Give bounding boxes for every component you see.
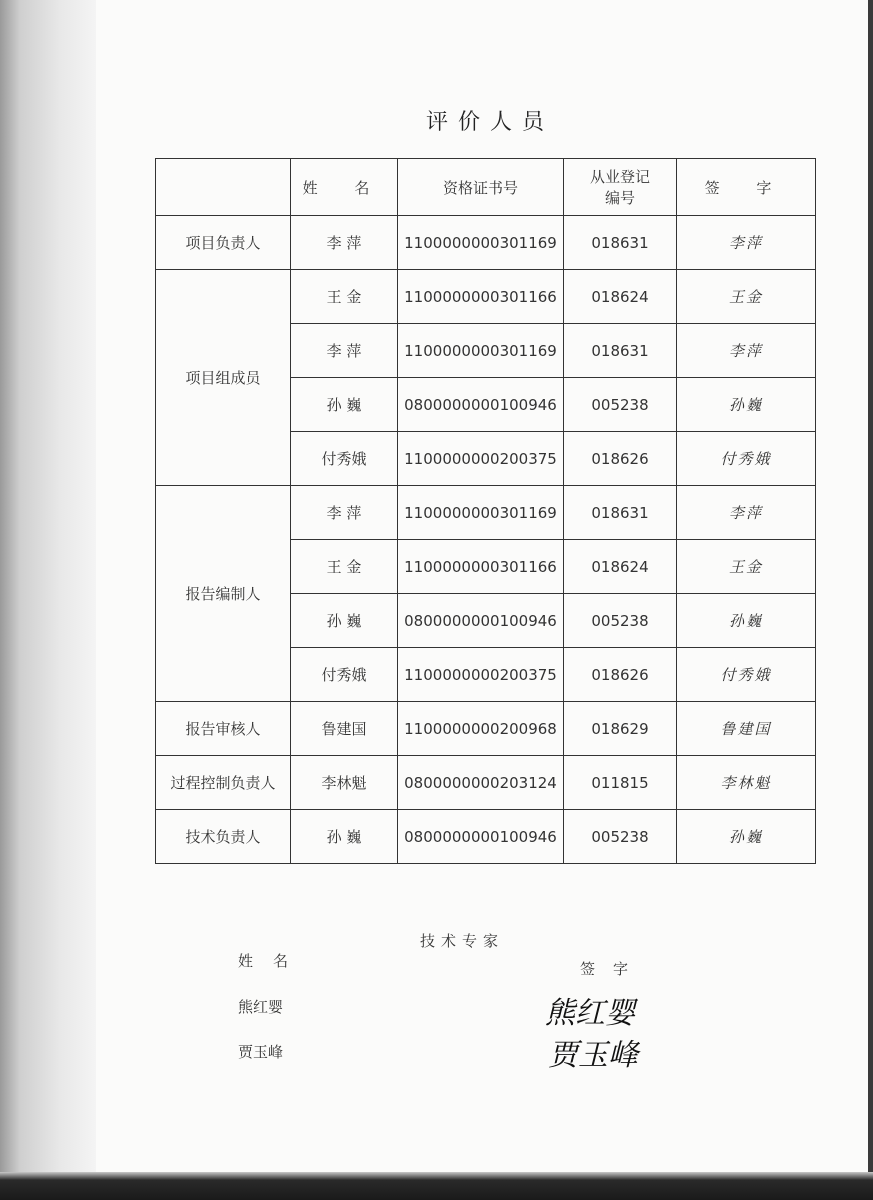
reg-cell: 005238 [564,378,677,432]
signature-cell: 鲁建国 [677,702,816,756]
table-row [156,486,816,540]
signature-cell: 王金 [677,270,816,324]
signature-cell: 付秀娥 [677,432,816,486]
name-cell: 王 金 [291,540,398,594]
name-cell: 王 金 [291,270,398,324]
role-cell: 报告编制人 [156,486,291,702]
role-cell: 过程控制负责人 [156,756,291,810]
table-row [156,216,816,270]
cert-cell: 1100000000200375 [398,432,564,486]
signature-cell: 孙巍 [677,378,816,432]
experts-title: 技术专家 [420,932,505,950]
role-cell: 报告审核人 [156,702,291,756]
reg-cell: 018631 [564,486,677,540]
table-row [156,702,816,756]
reg-cell: 018631 [564,324,677,378]
cert-cell: 1100000000301166 [398,540,564,594]
reg-cell: 018626 [564,432,677,486]
signature-cell: 李萍 [677,216,816,270]
name-cell: 孙 巍 [291,810,398,864]
name-cell: 李林魁 [291,756,398,810]
header-reg-line1: 从业登记 [589,168,650,186]
signature-cell: 李萍 [677,486,816,540]
experts-name-header: 姓名 [238,952,309,970]
cert-cell: 1100000000200375 [398,648,564,702]
cert-cell: 0800000000100946 [398,378,564,432]
expert-signature-1: 熊红婴 [545,996,635,1031]
name-cell: 付秀娥 [291,648,398,702]
role-cell: 技术负责人 [156,810,291,864]
reg-cell: 018631 [564,216,677,270]
signature-cell: 孙巍 [677,810,816,864]
signature-cell: 李林魁 [677,756,816,810]
cert-cell: 1100000000301169 [398,324,564,378]
signature-cell: 付秀娥 [677,648,816,702]
table-row [156,756,816,810]
experts-sign-header: 签字 [580,960,647,978]
name-cell: 李 萍 [291,216,398,270]
name-cell: 孙 巍 [291,378,398,432]
header-name: 姓 名 [291,159,398,216]
scan-edge-bottom [0,1172,873,1200]
cert-cell: 1100000000301169 [398,486,564,540]
name-cell: 孙 巍 [291,594,398,648]
header-reg [564,159,677,216]
name-cell: 李 萍 [291,486,398,540]
expert-signature-2: 贾玉峰 [548,1038,638,1073]
book-binding-shadow [0,0,96,1200]
expert-name-2: 贾玉峰 [238,1043,284,1061]
reg-cell: 018629 [564,702,677,756]
header-sign: 签 字 [677,159,816,216]
evaluators-table [155,158,816,864]
reg-cell: 005238 [564,810,677,864]
table-row [156,810,816,864]
header-cert: 资格证书号 [398,159,564,216]
reg-cell: 005238 [564,594,677,648]
cert-cell: 1100000000301169 [398,216,564,270]
signature-cell: 孙巍 [677,594,816,648]
reg-cell: 018624 [564,270,677,324]
cert-cell: 0800000000203124 [398,756,564,810]
name-cell: 鲁建国 [291,702,398,756]
reg-cell: 018624 [564,540,677,594]
header-reg-line2: 编号 [604,189,635,207]
scan-edge-right [868,0,873,1200]
header-role-cell [156,159,291,216]
expert-name-1: 熊红婴 [238,998,284,1016]
page-title: 评价人员 [425,110,554,135]
name-cell: 付秀娥 [291,432,398,486]
reg-cell: 018626 [564,648,677,702]
cert-cell: 0800000000100946 [398,594,564,648]
reg-cell: 011815 [564,756,677,810]
cert-cell: 0800000000100946 [398,810,564,864]
name-cell: 李 萍 [291,324,398,378]
role-cell: 项目负责人 [156,216,291,270]
cert-cell: 1100000000301166 [398,270,564,324]
table-row [156,270,816,324]
signature-cell: 李萍 [677,324,816,378]
cert-cell: 1100000000200968 [398,702,564,756]
role-cell: 项目组成员 [156,270,291,486]
table-header-row [156,159,816,216]
signature-cell: 王金 [677,540,816,594]
